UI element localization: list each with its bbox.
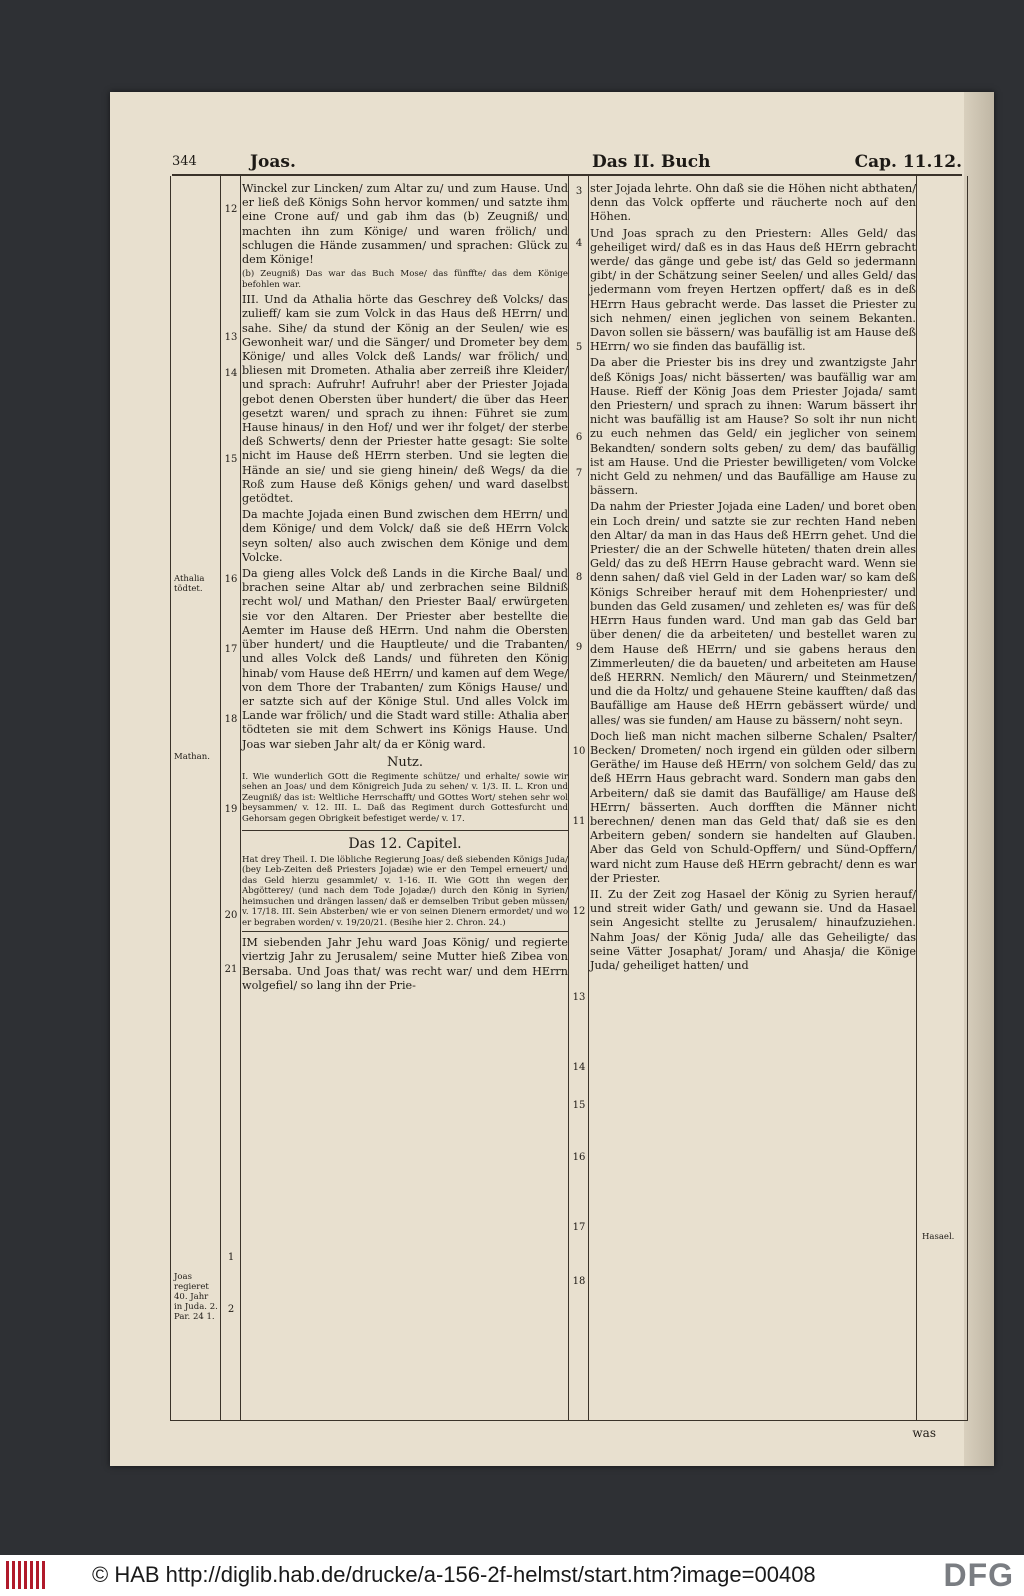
margin-note-mathan: Mathan. <box>174 752 210 762</box>
verse-number: 14 <box>572 1062 586 1073</box>
nutz-heading: Nutz. <box>387 754 423 770</box>
verse-number: 4 <box>575 238 583 249</box>
paragraph: Da machte Jojada einen Bund zwischen dem HErrn/ und dem Könige/ und dem Volck/ daß sie deß HErrn Volck seyn solten/ also auch zwischen dem Könige und dem Volcke. <box>242 508 568 564</box>
verse-number: 2 <box>227 1304 235 1315</box>
footer-bar <box>0 1555 1024 1596</box>
verse-number: 15 <box>572 1100 586 1111</box>
footnote: (b) Zeugniß) Das war das Buch Mose/ das fünffte/ das dem Könige befohlen war. <box>242 269 568 290</box>
dfg-logo: DFG <box>943 1557 1014 1593</box>
margin-note-hasael: Hasael. <box>922 1232 955 1242</box>
margin-rule-right <box>916 176 917 1420</box>
verse-number: 18 <box>572 1276 586 1287</box>
verse-number: 17 <box>224 644 238 655</box>
page-number: 344 <box>172 154 197 169</box>
running-head: Joas. <box>250 152 296 172</box>
paragraph: IM siebenden Jahr Jehu ward Joas König/ und regierte viertzig Jahr zu Jerusalem/ seine Mutter hieß Zibea von Bersaba. Und Joas that/ was recht war/ und dem HErrn wolgefiel/ so lang ihn der Prie- <box>242 936 568 992</box>
verse-number: 6 <box>575 432 583 443</box>
paragraph: III. Und da Athalia hörte das Geschrey deß Volcks/ das zulieff/ kam sie zum Volck in das Haus deß HErrn/ und sahe. Sihe/ da stund der König an der Seulen/ wie es Gewonheit war/ und die Sänger/ und Drometer bey dem Könige/ und alles Volck deß Lands/ war frölich/ und bliesen mit Drometen. Athalia aber zerreiß ihre Kleider/ und sprach: Aufruhr! Aufruhr! aber der Priester Jojada gebot denen Obersten über hundert/ die über das Heer gesetzt waren/ und sprach zu ihnen: Führet sie zum Hause hinaus/ in den Hof/ und wer ihr folget/ der sterbe deß Schwerts/ denn der Priester hatte gesagt: Sie solte nicht im Hause deß HErrn sterben. Und sie legten die Hände an sie/ und sie gieng hinein/ deß Wegs/ da die Roß zum Hause deß Königs gehen/ und ward daselbst getödtet. <box>242 293 568 506</box>
column-rule-right <box>588 176 589 1420</box>
verse-number: 8 <box>575 572 583 583</box>
margin-note-athalia: Athalia tödtet. <box>174 574 205 594</box>
paragraph: Da gieng alles Volck deß Lands in die Kirche Baal/ und brachen seine Altar ab/ und zerbrachen seine Bildniß recht wol/ und Mathan/ den Priester Baal/ erwürgeten sie vor den Altaren. Der Priester aber bestellte die Aemter im Hause deß HErrn. Und nahm die Obersten über hundert/ und die Hauptleute/ und die Trabanten/ und alles Volck deß Lands/ und führeten den König hinab/ vom Hause deß HErrn/ und kamen auf dem Wege/ von dem Thore der Trabanten/ zum Königs Hause/ und er satzte sich auf der Könige Stul. Und alles Volck im Lande war frölich/ und die Stadt ward stille: Athalia aber tödteten sie mit dem Schwert ins Königs Hause. Und Joas war sieben Jahr alt/ da er König ward. <box>242 567 568 751</box>
page-spine-shadow <box>964 92 994 1466</box>
verse-number: 12 <box>572 906 586 917</box>
chapter-reference: Cap. 11.12. <box>854 152 962 172</box>
page-header <box>172 152 962 176</box>
verse-number: 13 <box>224 332 238 343</box>
column-rule-left <box>568 176 569 1420</box>
copyright-link[interactable]: © HAB http://diglib.hab.de/drucke/a-156-2f-helmst/start.htm?image=00408 <box>92 1562 816 1587</box>
verse-number: 7 <box>575 468 583 479</box>
verse-number: 21 <box>224 964 238 975</box>
verse-number: 9 <box>575 642 583 653</box>
paragraph: Doch ließ man nicht machen silberne Schalen/ Psalter/ Becken/ Drometen/ noch irgend ein gülden oder silbern Geräthe/ im Hause deß HErrn/ von solchem Geld/ das zu deß HErrn Haus gebracht ward. Sondern man gabs den Arbeitern/ daß sie damit das Baufällige/ am Hause deß HErrn/ bässerten. Auch dorfften die Männer nicht berechnen/ denen man das Geld that/ daß sie es den Arbeitern geben/ sondern sie handelten auf Glauben. Aber das Geld von Schuld-Opffern/ und Sünd-Opffern/ ward nicht zum Hause deß HErrn gebracht/ denn es war der Priester. <box>590 729 916 885</box>
paragraph: Winckel zur Lincken/ zum Altar zu/ und zum Hause. Und er ließ deß Königs Sohn hervor kommen/ und satzte ihm eine Crone auf/ und gab ihm das (b) Zeugniß/ und machten ihn zum Könige/ und waren frölich/ und schlugen die Hände zusammen/ und sprachen: Glück zu dem Könige! <box>242 182 568 267</box>
paragraph: Und Joas sprach zu den Priestern: Alles Geld/ das geheiliget wird/ daß es in das Haus deß HErrn gebracht werde/ das gänge und gebe ist/ das Geld so jedermann gibt/ in der Schätzung seiner Seelen/ und alles Geld/ das jedermann vom freyen Hertzen opffert/ daß es in deß HErrn Haus gebracht werde. Das lasset die Priester zu sich nehmen/ einen jeglichen von seinem Bekanten. Davon sollen sie bässern/ was baufällig ist am Hause deß HErrn/ wo sie finden das baufällig ist. <box>590 226 916 354</box>
paragraph: ster Jojada lehrte. Ohn daß sie die Höhen nicht abthaten/ denn das Volck opfferte und räucherte noch auf den Höhen. <box>590 182 916 224</box>
verse-number: 12 <box>224 204 238 215</box>
verse-number: 1 <box>227 1252 235 1263</box>
verse-number: 13 <box>572 992 586 1003</box>
catchword: was <box>912 1426 936 1440</box>
verse-number: 14 <box>224 368 238 379</box>
paragraph: II. Zu der Zeit zog Hasael der König zu Syrien herauf/ und streit wider Gath/ und gewann sie. Und da Hasael sein Angesicht stellte zu Jerusalem/ hinaufzuziehen. Nahm Joas/ der König Juda/ alle das Geheiligte/ das seine Vätter Josaphat/ Joram/ und Ahasja/ die Könige Juda/ geheiliget hatten/ und <box>590 887 916 972</box>
verse-number: 15 <box>224 454 238 465</box>
chapter-heading: Das 12. Capitel. <box>242 830 568 851</box>
right-text-column <box>590 182 916 975</box>
hab-logo-icon <box>6 1561 46 1589</box>
left-text-column <box>242 182 568 995</box>
book-title: Das II. Buch <box>592 152 711 172</box>
paragraph: Da nahm der Priester Jojada eine Laden/ und boret oben ein Loch drein/ und satzte sie zur rechten Hand neben den Altar/ da man in das Haus deß HErrn gehet. Und die Priester/ die an der Schwelle hüteten/ thaten drein alles Geld/ das zu deß HErrn Hause gebracht ward. Wenn sie denn sahen/ daß viel Geld in der Laden war/ so kam deß Königs Schreiber herauf mit dem Hohenpriester/ und bunden das Geld zusamen/ und zehleten es/ was für deß HErrn Haus funden ward. Und man gab das Geld bar über denen/ die da arbeiteten/ und bestellet waren zu dem Hause deß HErrn/ und sie gabens heraus den Zimmerleuten/ die da baueten/ und arbeiteten am Hause deß HERRN. Nemlich/ den Mäurern/ und Steinmetzen/ und die da Holtz/ und gehauene Steine kaufften/ daß das Baufällige am Hause deß HErrn gebässert würde/ und alles/ was sie funden/ am Hause zu bässern/ noht seyn. <box>590 500 916 727</box>
verse-number: 18 <box>224 714 238 725</box>
verse-number: 3 <box>575 186 583 197</box>
verse-number: 16 <box>224 574 238 585</box>
margin-rule-left <box>220 176 221 1420</box>
verse-number: 19 <box>224 804 238 815</box>
verse-number: 20 <box>224 910 238 921</box>
margin-note-joas: Joas regieret 40. Jahr in Juda. 2. Par. 24 1. <box>174 1272 218 1322</box>
chapter-summary: Hat drey Theil. I. Die löbliche Regierung Joas/ deß siebenden Königs Juda/ (bey Leb-Zeiten deß Priesters Jojadæ) wie er den Tempel erneuert/ und das Geld hierzu gesammlet/ v. 1-16. II. Wie GOtt ihn wegen der Abgötterey/ (und nach dem Tode Jojadæ/) durch den König in Syrien/ heimsuchen und drängen lassen/ daß er demselben Tribut geben müssen/ v. 17/18. III. Sein Absterben/ wie er von seinen Dienern ermordet/ und wo er begraben worden/ v. 19/20/21. (Besihe hier 2. Chron. 24.) <box>242 855 568 933</box>
verse-number: 16 <box>572 1152 586 1163</box>
verse-number: 5 <box>575 342 583 353</box>
nutz-text: I. Wie wunderlich GOtt die Regimente schütze/ und erhalte/ sowie wir sehen an Joas/ und dem Königreich Juda zu sehen/ v. 1/3. II. L. Kron und Zeugniß/ das ist: Weltliche Herrschafft/ und GOttes Wort/ stehen sehr wol beysammen/ v. 12. III. L. Daß das Regiment durch Gottesfurcht und Gehorsam gegen Obrigkeit befestiget werde/ v. 17. <box>242 771 568 824</box>
verse-number: 11 <box>572 816 586 827</box>
verse-rule-left <box>240 176 241 1420</box>
verse-number: 10 <box>572 746 586 757</box>
verse-number: 17 <box>572 1222 586 1233</box>
paragraph: Da aber die Priester bis ins drey und zwantzigste Jahr deß Königs Joas/ nicht bässerten/ was baufällig war am Hause. Rieff der König Joas dem Priester Jojada/ samt den Priestern/ und sprach zu ihnen: Warum bässert ihr nicht was baufällig ist am Hause? So solt ihr nun nicht zu euch nehmen das Geld/ ein jeglicher von seinem Bekandten/ sondern solts geben/ zu dem/ das baufällig ist am Hause. Und die Priester bewilligeten/ vom Volcke nicht Geld zu nehmen/ und das Baufällige am Hause zu bässern. <box>590 356 916 498</box>
book-page <box>110 92 994 1466</box>
